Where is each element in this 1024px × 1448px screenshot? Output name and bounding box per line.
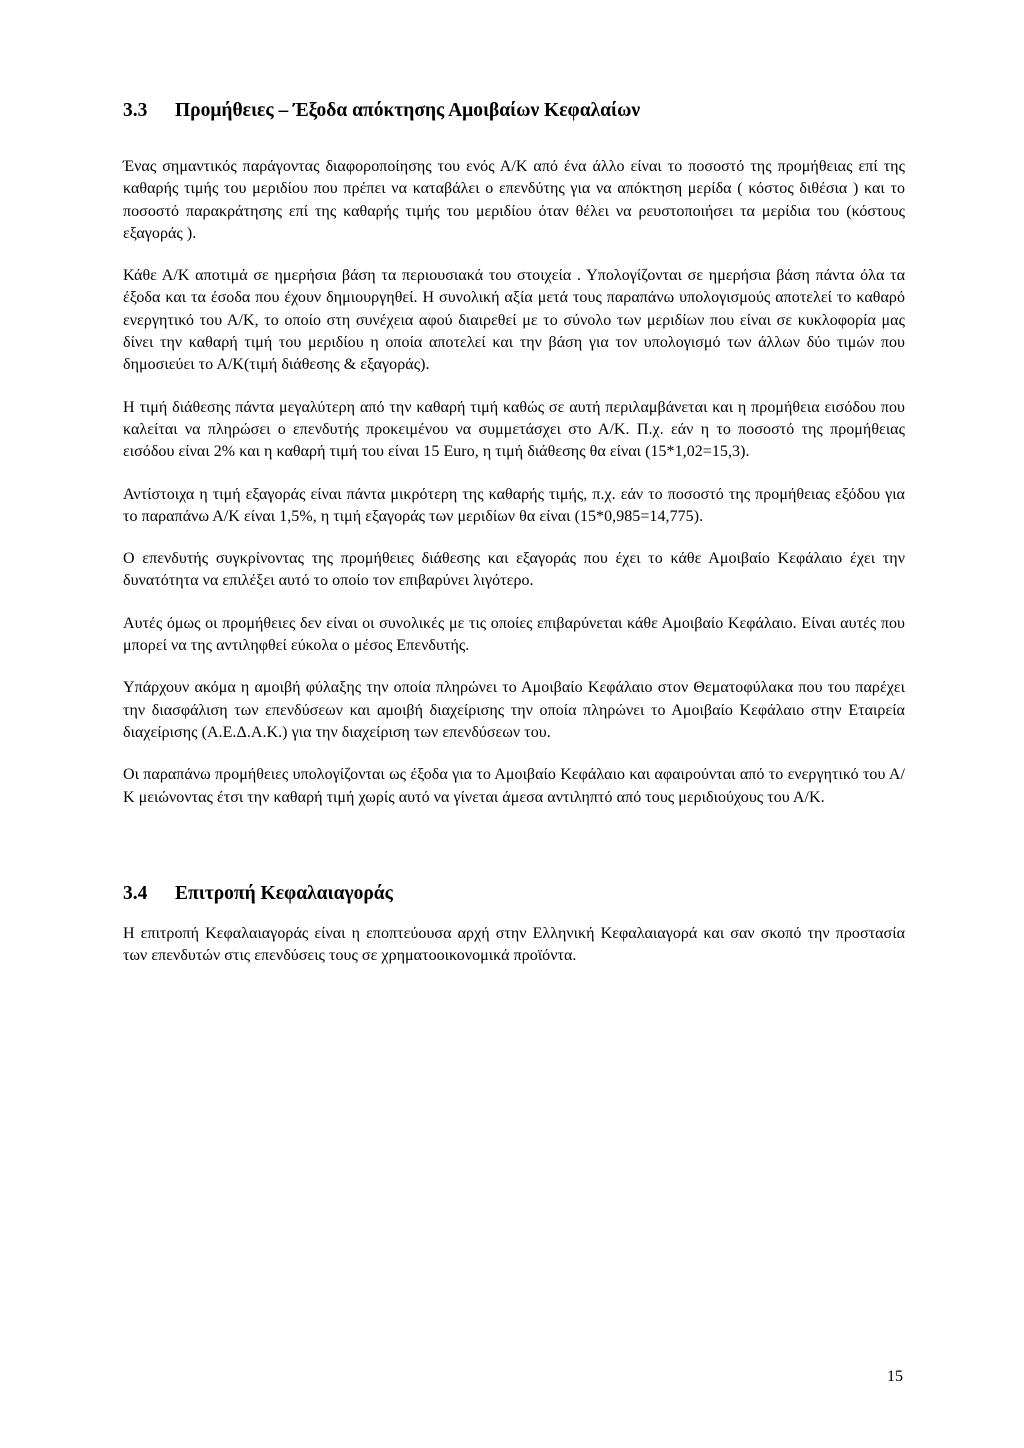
document-page [123,98,905,967]
paragraph: Κάθε Α/Κ αποτιμά σε ημερήσια βάση τα περιουσιακά του στοιχεία . Υπολογίζονται σε ημερήσια βάση πάντα όλα τα έξοδα και τα έσοδα που έχουν δημιουργηθεί. Η συνολική αξία μετά τους παραπάνω υπολογισμούς αποτελεί το καθαρό ενεργητικό του Α/Κ, το οποίο στη συνέχεια αφού διαιρεθεί με το σύνολο των μεριδίων που είναι σε κυκλοφορία μας δίνει την καθαρή τιμή του μεριδίου η οποία αποτελεί και την βάση για τον υπολογισμό των άλλων δύο τιμών που δημοσιεύει το Α/Κ(τιμή διάθεσης & εξαγοράς). [123,267,905,374]
paragraph: Η τιμή διάθεσης πάντα μεγαλύτερη από την καθαρή τιμή καθώς σε αυτή περιλαμβάνεται και η προμήθεια εισόδου που καλείται να πληρώσει ο επενδυτής προκειμένου να συμμετάσχει στο Α/Κ. Π.χ. εάν η το ποσοστό της προμήθειας εισόδου είναι 2% και η καθαρή τιμή του είναι 15 Euro, η τιμή διάθεσης θα είναι (15*1,02=15,3). [123,398,905,461]
section-number: 3.3 [123,100,148,121]
section-heading-3-3 [123,98,905,124]
paragraph: Αντίστοιχα η τιμή εξαγοράς είναι πάντα μικρότερη της καθαρής τιμής, π.χ. εάν το ποσοστό της προμήθειας εξόδου για το παραπάνω Α/Κ είναι 1,5%, η τιμή εξαγοράς των μεριδίων θα είναι (15*0,985=14,775). [123,485,905,525]
paragraph: Αυτές όμως οι προμήθειες δεν είναι οι συνολικές με τις οποίες επιβαρύνεται κάθε Αμοιβαίο Κεφάλαιο. Είναι αυτές που μπορεί να της αντιληφθεί εύκολα ο μέσος Επενδυτής. [123,614,905,655]
paragraph: Ένας σημαντικός παράγοντας διαφοροποίησης του ενός Α/Κ από ένα άλλο είναι το ποσοστό της προμήθειας επί της καθαρής τιμής του μεριδίου που πρέπει να καταβάλει ο επενδύτης για να απόκτηση μερίδα ( κόστος διθέσια ) και το ποσοστό παρακράτησης επί της καθαρής τιμής του μεριδίου όταν θέλει να ρευστοποιήσει τα μερίδια του (κόστους εξαγοράς ). [123,158,905,242]
section-number: 3.4 [123,882,148,904]
paragraph: Υπάρχουν ακόμα η αμοιβή φύλαξης την οποία πληρώνει το Αμοιβαίο Κεφάλαιο στον Θεματοφύλακα που του παρέχει την διασφάλιση των επενδύσεων και αμοιβή διαχείρισης την οποία πληρώνει το Αμοιβαίο Κεφάλαιο στην Εταιρεία διαχείρισης (Α.Ε.Δ.Α.Κ.) για την διαχείριση των επενδύσεων του. [123,679,905,741]
paragraph: Ο επενδυτής συγκρίνοντας της προμήθειες διάθεσης και εξαγοράς που έχει το κάθε Αμοιβαίο Κεφάλαιο έχει την δυνατότητα να επιλέξει αυτό το οποίο τον επιβαρύνει λιγότερο. [123,550,905,590]
paragraph: Η επιτροπή Κεφαλαιαγοράς είναι η εποπτεύουσα αρχή στην Ελληνική Κεφαλαιαγορά και σαν σκοπό την προστασία των επενδυτών στις επενδύσεις τους σε χρηματοοικονομικά προϊόντα. [123,924,905,965]
paragraph: Οι παραπάνω προμήθειες υπολογίζονται ως έξοδα για το Αμοιβαίο Κεφάλαιο και αφαιρούνται από το ενεργητικό του Α/Κ μειώνοντας έτσι την καθαρή τιμή χωρίς αυτό να γίνεται άμεσα αντιληπτό από τους μεριδιούχους του Α/Κ. [123,766,905,806]
section-title: Επιτροπή Κεφαλαιαγοράς [175,882,393,904]
section-title: Προμήθειες – Έξοδα απόκτησης Αμοιβαίων Κεφαλαίων [175,100,641,121]
page-number: 15 [887,1368,903,1385]
section-heading-3-4 [123,881,905,907]
